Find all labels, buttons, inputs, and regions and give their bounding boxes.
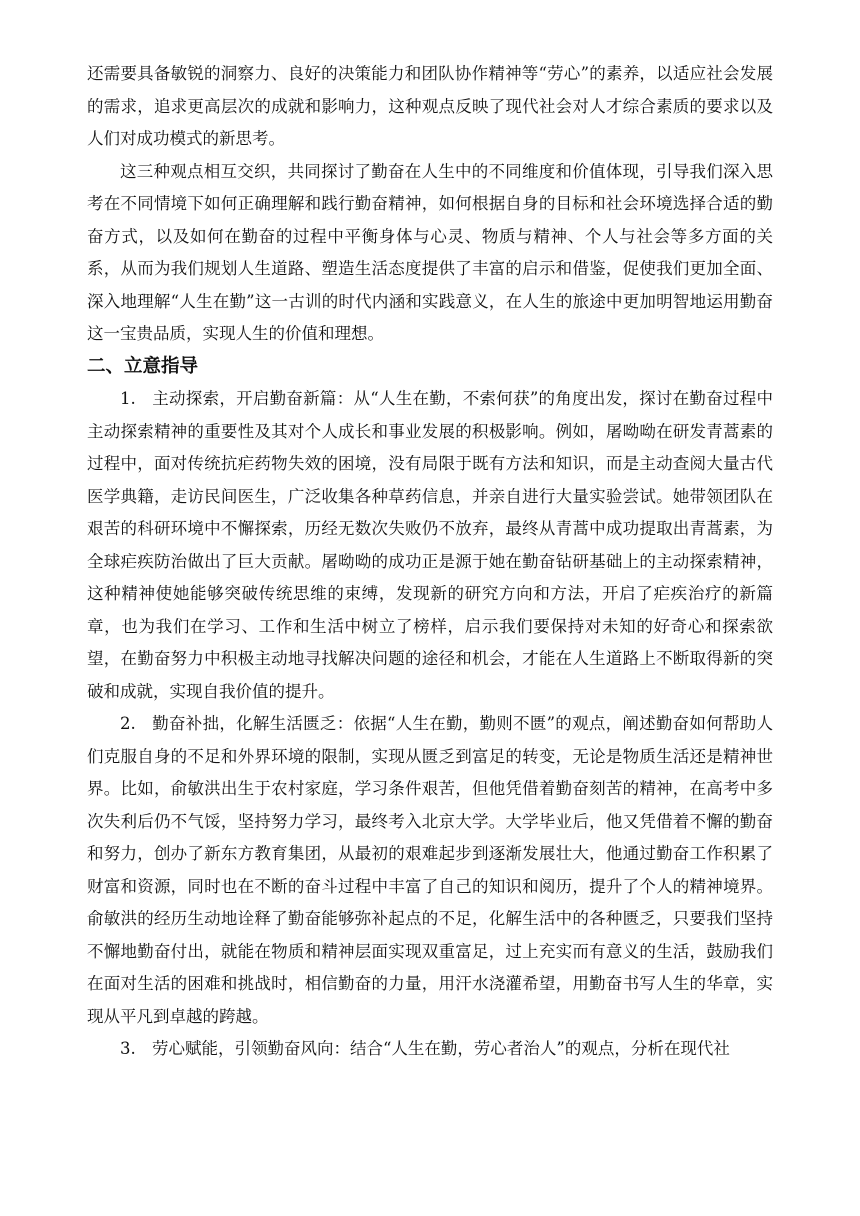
list-item-text: 勤奋补拙，化解生活匮乏：依据“人生在勤，勤则不匮”的观点，阐述勤奋如何帮助人们克服自身的不足和外界环境的限制，实现从匮乏到富足的转变，无论是物质生活还是精神世界。比如，俞敏洪出生于农村家庭，学习条件艰苦，但他凭借着勤奋刻苦的精神，在高考中多次失利后仍不气馁，坚持努力学习，最终考入北京大学。大学毕业后，他又凭借着不懈的勤奋和努力，创办了新东方教育集团，从最初的艰难起步到逐渐发展壮大，他通过勤奋工作积累了财富和资源，同时也在不断的奋斗过程中丰富了自己的知识和阅历，提升了个人的精神境界。俞敏洪的经历生动地诠释了勤奋能够弥补起点的不足，化解生活中的各种匮乏，只要我们坚持不懈地勤奋付出，就能在物质和精神层面实现双重富足，过上充实而有意义的生活，鼓励我们在面对生活的困难和挑战时，相信勤奋的力量，用汗水浇灌希望，用勤奋书写人生的华章，实现从平凡到卓越的跨越。 xyxy=(87,714,773,1026)
section-heading: 二、立意指导 xyxy=(87,355,199,377)
list-item-text: 主动探索，开启勤奋新篇：从“人生在勤，不索何获”的角度出发，探讨在勤奋过程中主动探索精神的重要性及其对个人成长和事业发展的积极影响。例如，屠呦呦在研发青蒿素的过程中，面对传统抗疟药物失效的困境，没有局限于既有方法和知识，而是主动查阅大量古代医学典籍，走访民间医生，广泛收集各种草药信息，并亲自进行大量实验尝试。她带领团队在艰苦的科研环境中不懈探索，历经无数次失败仍不放弃，最终从青蒿中成功提取出青蒿素，为全球疟疾防治做出了巨大贡献。屠呦呦的成功正是源于她在勤奋钻研基础上的主动探索精神，这种精神使她能够突破传统思维的束缚，发现新的研究方向和方法，开启了疟疾治疗的新篇章，也为我们在学习、工作和生活中树立了榜样，启示我们要保持对未知的好奇心和探索欲望，在勤奋努力中积极主动地寻找解决问题的途径和机会，才能在人生道路上不断取得新的突破和成就，实现自我价值的提升。 xyxy=(87,389,773,701)
list-item-text: 劳心赋能，引领勤奋风向：结合“人生在勤，劳心者治人”的观点，分析在现代社 xyxy=(152,1039,730,1058)
list-item-number: 1. xyxy=(120,389,136,408)
paragraph-continuation: 还需要具备敏锐的洞察力、良好的决策能力和团队协作精神等“劳心”的素养，以适应社会发展的需求，追求更高层次的成就和影响力，这种观点反映了现代社会对人才综合素质的要求以及人们对成功模式的新思考。 xyxy=(87,64,773,148)
list-item-number: 3. xyxy=(120,1039,136,1058)
list-item-3 xyxy=(87,1033,773,1066)
list-item-number: 2. xyxy=(120,714,136,733)
paragraph-summary: 这三种观点相互交织，共同探讨了勤奋在人生中的不同维度和价值体现，引导我们深入思考在不同情境下如何正确理解和践行勤奋精神，如何根据自身的目标和社会环境选择合适的勤奋方式，以及如何在勤奋的过程中平衡身体与心灵、物质与精神、个人与社会等多方面的关系，从而为我们规划人生道路、塑造生活态度提供了丰富的启示和借鉴，促使我们更加全面、深入地理解“人生在勤”这一古训的时代内涵和实践意义，在人生的旅途中更加明智地运用勤奋这一宝贵品质，实现人生的价值和理想。 xyxy=(87,161,773,343)
list-item-1 xyxy=(87,383,773,708)
list-item-2 xyxy=(87,708,773,1033)
document-body xyxy=(87,58,773,1066)
